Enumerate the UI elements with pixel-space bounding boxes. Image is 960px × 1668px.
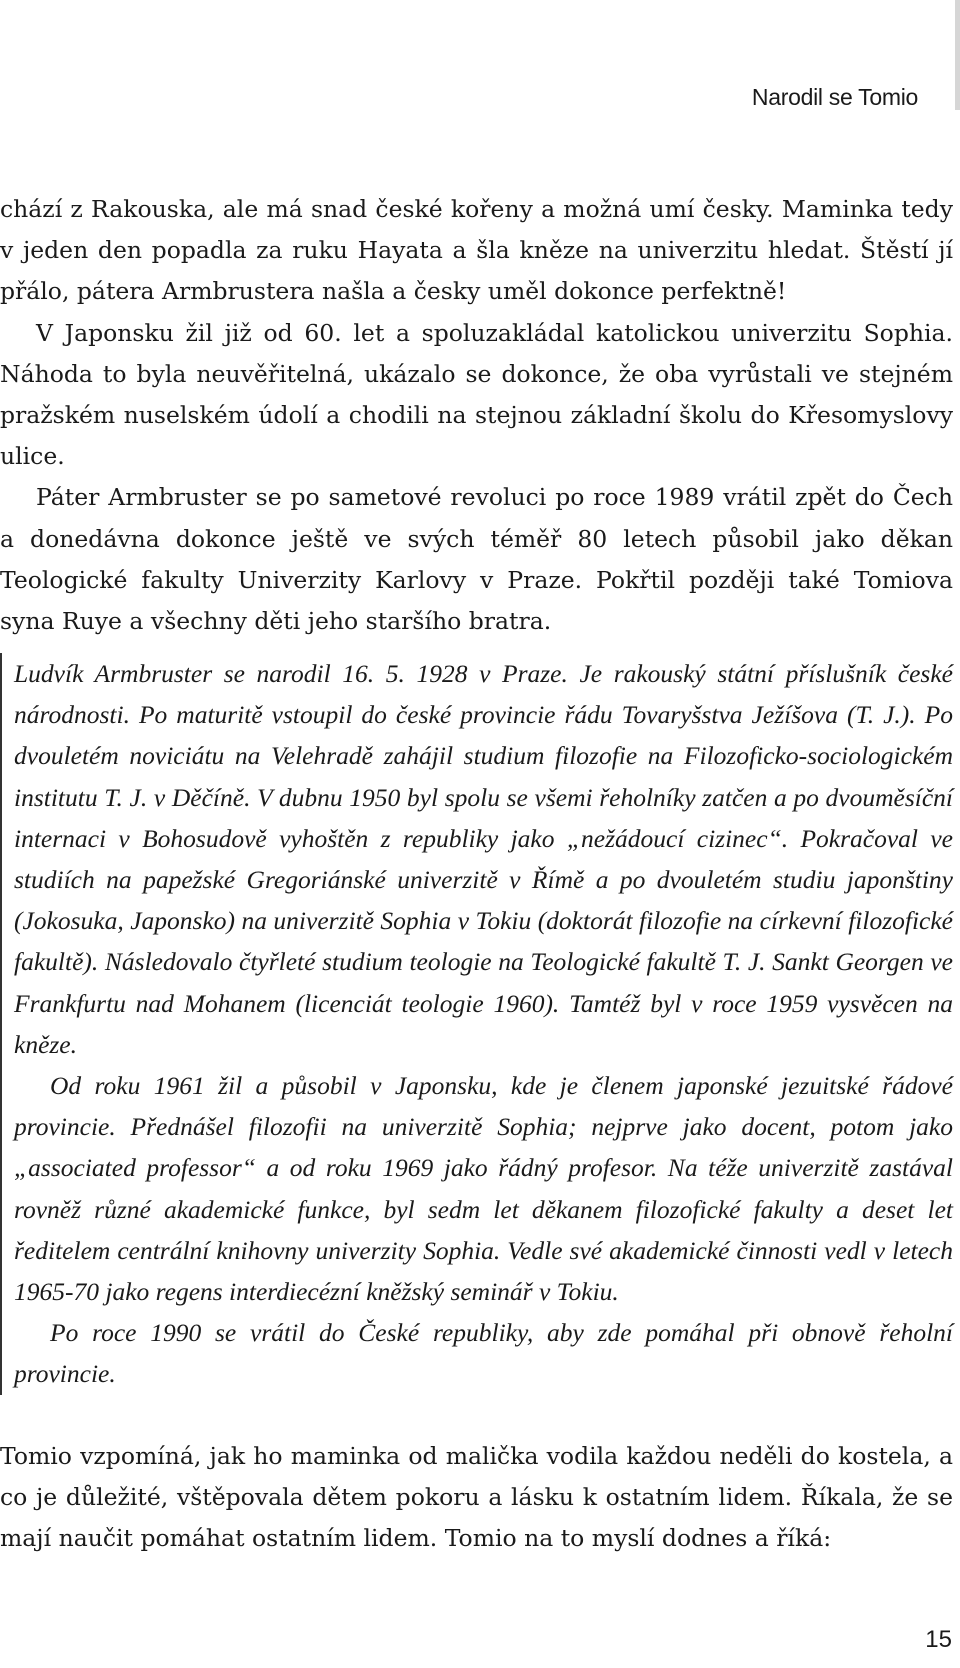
closing-paragraph: Tomio vzpomíná, jak ho maminka od malička vodila každou neděli do kostela, a co je důležité, vštěpovala dětem pokoru a lásku k ostatním lidem. Říkala, že se mají naučit pomáhat ostatním lidem. Tomio na to myslí dodnes a říká: — [0, 1442, 953, 1553]
bio-paragraph-1: Ludvík Armbruster se narodil 16. 5. 1928 v Praze. Je rakouský státní příslušník české národnosti. Po maturitě vstoupil do české provincie řádu Tovaryšstva Ježíšova (T. J.). Po dvouletém noviciátu na Velehradě zahájil studium filozofie na Filozoficko-sociologickém institutu T. J. v Děčíně. V dubnu 1950 byl spolu se všemi řeholníky zatčen a po dvouměsíční internaci v Bohosudově vyhoštěn z republiky jako „nežádoucí cizinec“. Pokračoval ve studiích na papežské Gregoriánské univerzitě v Římě a po dvouletém studiu japonštiny (Jokosuka, Japonsko) na univerzitě Sophia v Tokiu (doktorát filozofie na církevní filozofické fakultě). Následovalo čtyřleté studium teologie na Teologické fakultě T. J. Sankt Georgen ve Frankfurtu nad Mohanem (licenciát teologie 1960). Tamtéž byl v roce 1959 vysvěcen na kněze. — [14, 659, 953, 1059]
page-edge-marker — [955, 0, 960, 110]
closing-text-block — [0, 1436, 953, 1560]
bio-paragraph-2: Od roku 1961 žil a působil v Japonsku, kde je členem japonské jezuitské řádové provincie. Přednášel filozofii na univerzitě Sophia; nejprve jako docent, potom jako „associated professor“ a od roku 1969 jako řádný profesor. Na téže univerzitě zastával rovněž různé akademické funkce, byl sedm let děkanem filozofické fakulty a deset let ředitelem centrální knihovny univerzity Sophia. Vedle své akademické činnosti vedl v letech 1965-70 jako regens interdiecézní kněžský seminář v Tokiu. — [14, 1071, 953, 1307]
bio-paragraph-3: Po roce 1990 se vrátil do České republiky, aby zde pomáhal při obnově řeholní provincie. — [14, 1318, 953, 1389]
page-number: 15 — [925, 1626, 952, 1653]
biography-sidebar — [0, 653, 953, 1395]
intro-paragraph-3: Páter Armbruster se po sametové revoluci po roce 1989 vrátil zpět do Čech a donedávna dokonce ještě ve svých téměř 80 letech působil jako děkan Teologické fakulty Univerzity Karlovy v Praze. Pokřtil později také Tomiova syna Ruye a všechny děti jeho staršího bratra. — [0, 483, 953, 636]
intro-paragraph-2: V Japonsku žil již od 60. let a spoluzakládal katolickou univerzitu Sophia. Náhoda to byla neuvěřitelná, ukázalo se dokonce, že oba vyrůstali ve stejném pražském nuselském údolí a chodili na stejnou základní školu do Křesomyslovy ulice. — [0, 318, 953, 471]
intro-text-block — [0, 189, 953, 642]
intro-paragraph-1: chází z Rakouska, ale má snad české kořeny a možná umí česky. Maminka tedy v jeden den popadla za ruku Hayata a šla kněze na univerzitu hledat. Štěstí jí přálo, pátera Armbrustera našla a česky uměl dokonce perfektně! — [0, 195, 953, 306]
running-header: Narodil se Tomio — [751, 84, 918, 110]
